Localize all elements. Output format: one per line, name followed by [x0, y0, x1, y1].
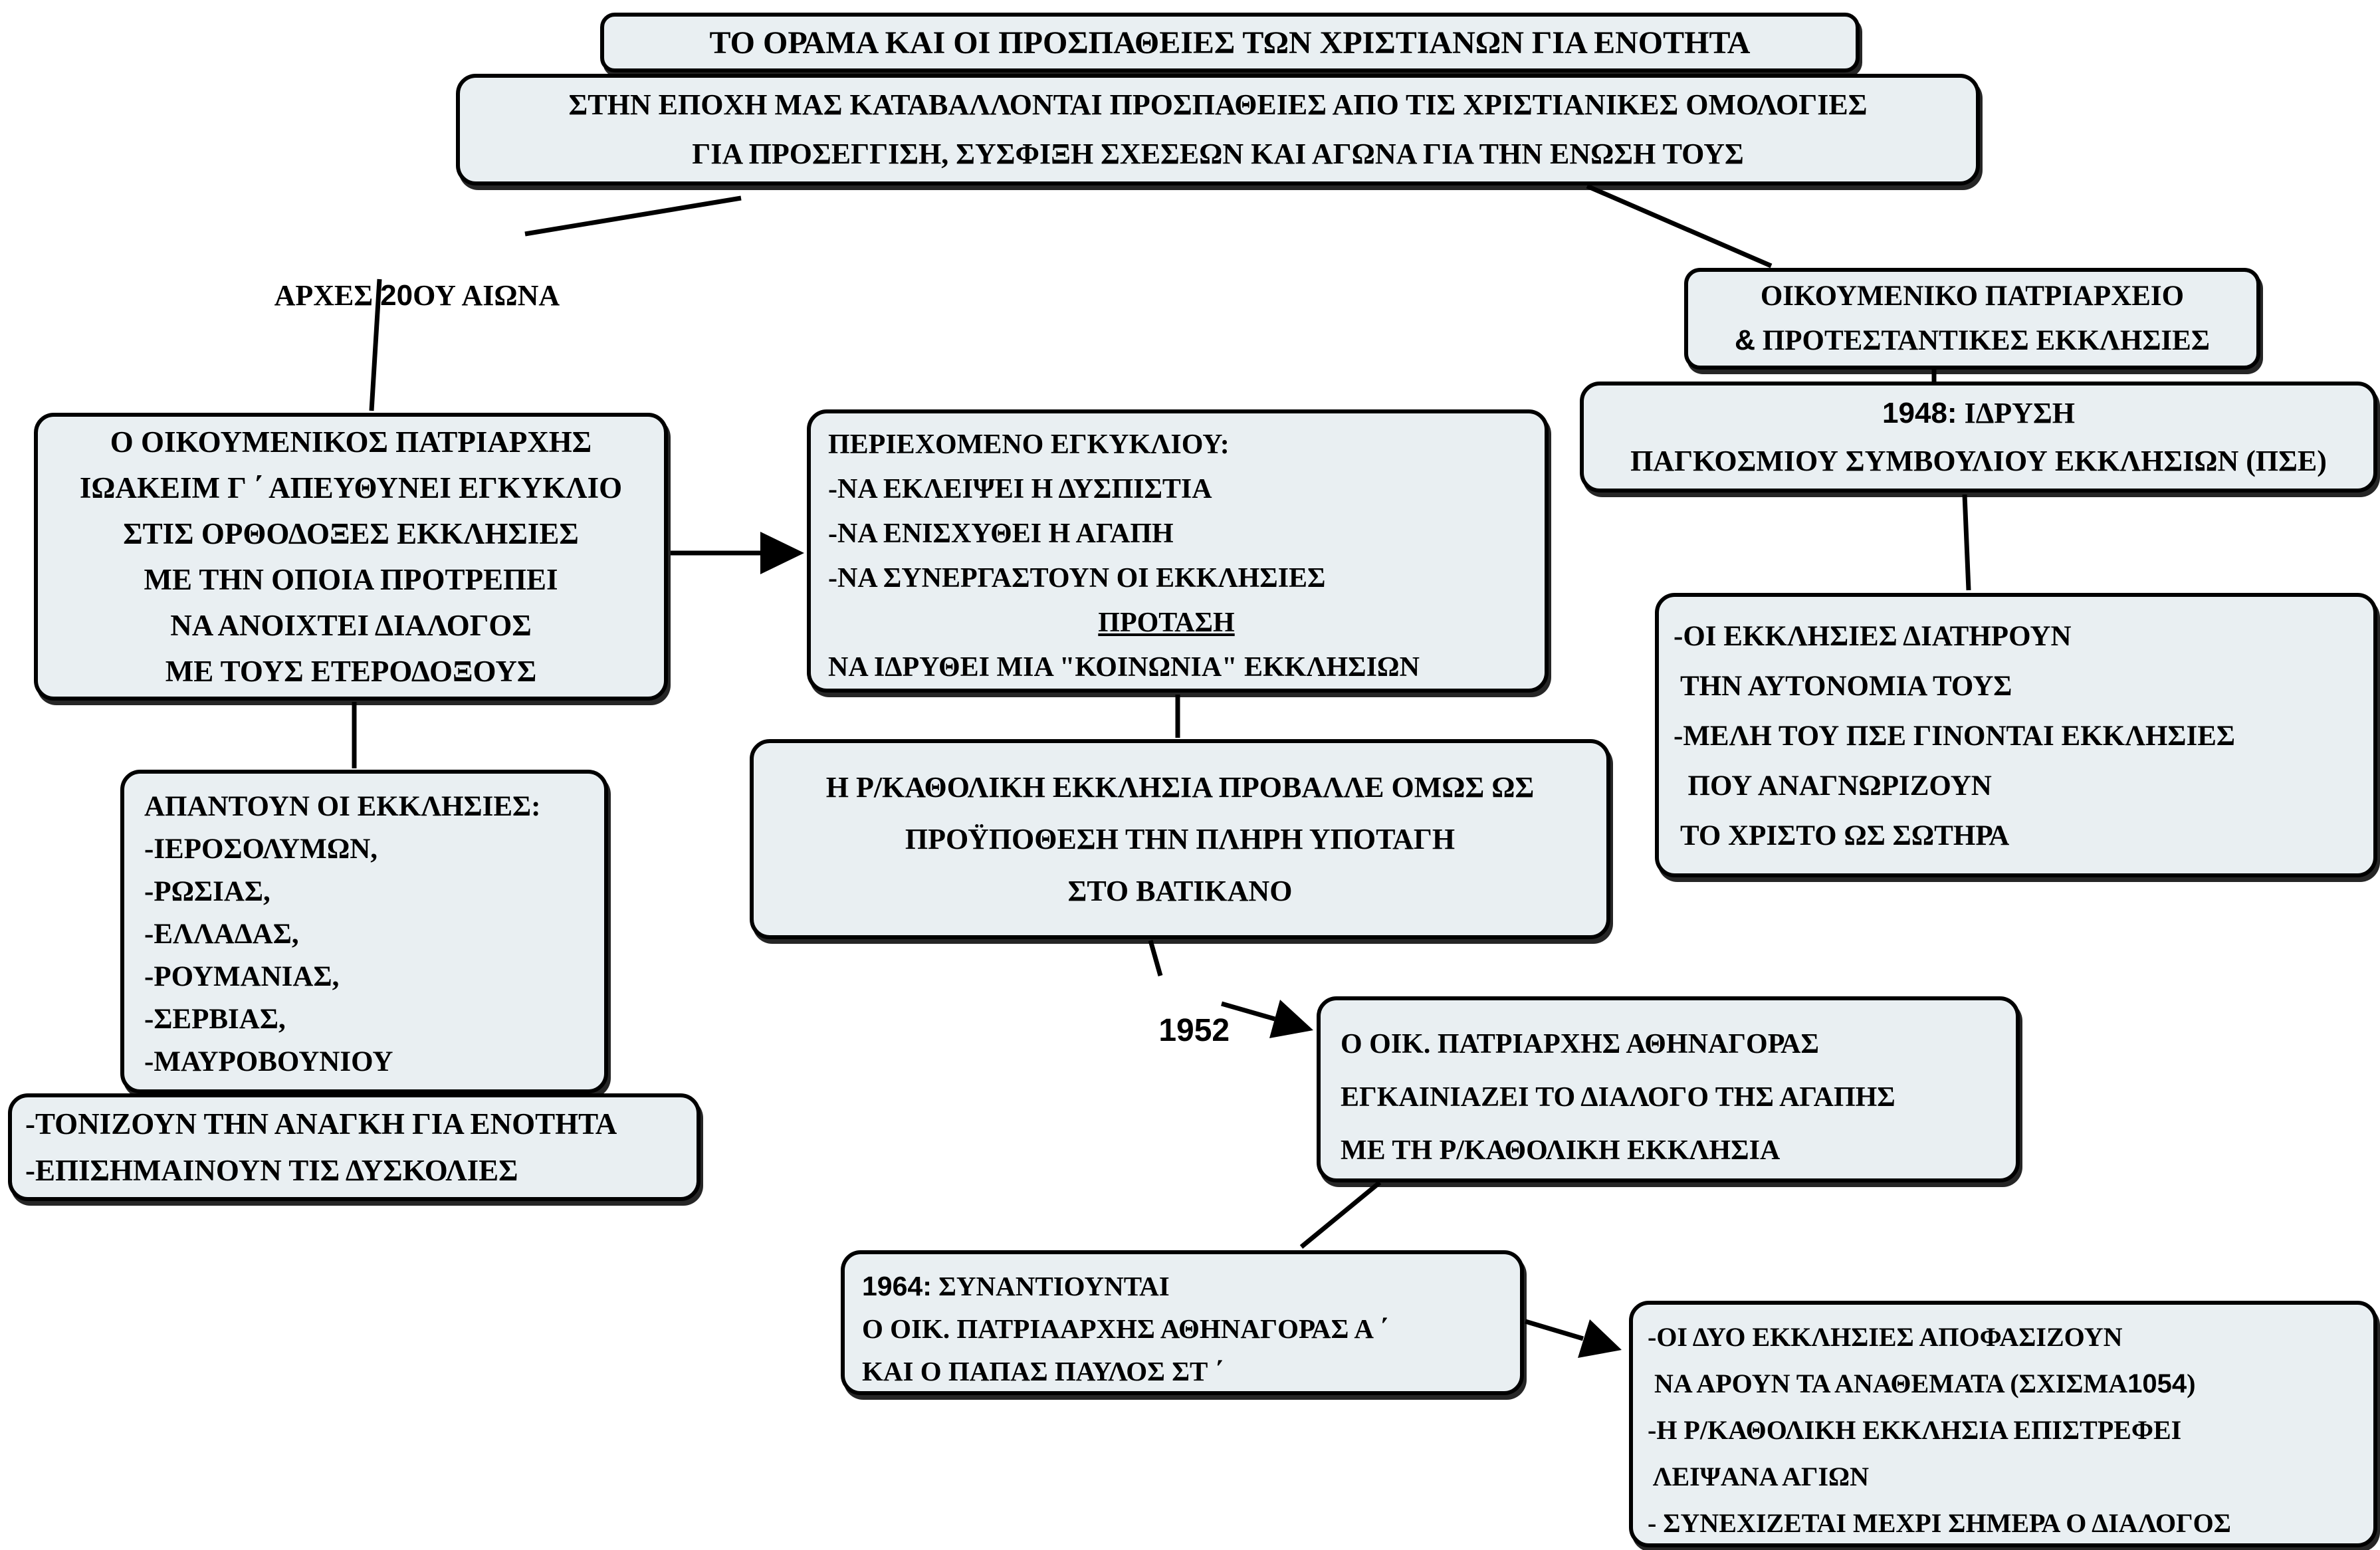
joachim-line1: Ο ΟΙΚΟΥΜΕΝΙΚΟΣ ΠΑΤΡΙΑΡΧΗΣ: [110, 425, 592, 459]
connector-vatican-to-1952: [1150, 941, 1160, 976]
arrowhead-joachim-to-encyclical: [760, 532, 804, 574]
outcome-line1: -ΟΙ ΔΥΟ ΕΚΚΛΗΣΙΕΣ ΑΠΟΦΑΣΙΖΟΥΝ: [1648, 1322, 2123, 1352]
encyclical-proposal-text: ΝΑ ΙΔΡΥΘΕΙ ΜΙΑ "ΚΟΙΝΩΝΙΑ" ΕΚΚΛΗΣΙΩΝ: [828, 652, 1420, 683]
churches-reply-item4: -ΡΟΥΜΑΝΙΑΣ,: [144, 961, 340, 992]
wcc-line1: [1584, 389, 2373, 437]
connector-1964-to-outcome: [1525, 1321, 1583, 1339]
title-box: [600, 13, 1860, 72]
joachim-line4: ΜΕ ΤΗΝ ΟΠΟΙΑ ΠΡΟΤΡΕΠΕΙ: [144, 562, 558, 596]
churches-reply-heading: ΑΠΑΝΤΟΥΝ ΟΙ ΕΚΚΛΗΣΙΕΣ:: [144, 791, 541, 822]
outcome-line2: [1648, 1361, 2373, 1407]
reply-points-line1: -ΤΟΝΙΖΟΥΝ ΤΗΝ ΑΝΑΓΚΗ ΓΙΑ ΕΝΟΤΗΤΑ: [25, 1107, 617, 1141]
outcome-line4: ΛΕΙΨΑΝΑ ΑΓΙΩΝ: [1648, 1462, 1869, 1492]
encyclical-heading: ΠΕΡΙΕΧΟΜΕΝΟ ΕΓΚΥΚΛΙΟΥ:: [828, 429, 1230, 460]
intro-box: [456, 74, 1980, 185]
joachim-box: [34, 413, 668, 701]
encyclical-item2: -ΝΑ ΕΝΙΣΧΥΘΕΙ Η ΑΓΑΠΗ: [828, 518, 1174, 549]
vatican-line3: ΣΤΟ ΒΑΤΙΚΑΝΟ: [1067, 874, 1293, 907]
meeting-1964-line3: ΚΑΙ Ο ΠΑΠΑΣ ΠΑΥΛΟΣ ΣΤ ΄: [862, 1356, 1224, 1386]
arrowhead-1964-to-outcome: [1578, 1319, 1622, 1358]
athenagoras-line3: ΜΕ ΤΗ Ρ/ΚΑΘΟΛΙΚΗ ΕΚΚΛΗΣΙΑ: [1341, 1135, 1781, 1166]
encyclical-item3: -ΝΑ ΣΥΝΕΡΓΑΣΤΟΥΝ ΟΙ ΕΚΚΛΗΣΙΕΣ: [828, 563, 1326, 594]
encyclical-box: [807, 409, 1549, 693]
vatican-line1: Η Ρ/ΚΑΘΟΛΙΚΗ ΕΚΚΛΗΣΙΑ ΠΡΟΒΑΛΛΕ ΟΜΩΣ ΩΣ: [825, 770, 1535, 804]
encyclical-item1: -ΝΑ ΕΚΛΕΙΨΕΙ Η ΔΥΣΠΙΣΤΙΑ: [828, 474, 1212, 504]
intro-line1: ΣΤΗΝ ΕΠΟΧΗ ΜΑΣ ΚΑΤΑΒΑΛΛΟΝΤΑΙ ΠΡΟΣΠΑΘΕΙΕΣ ΑΠΟ ΤΙΣ ΧΡΙΣΤΙΑΝΙΚΕΣ ΟΜΟΛΟΓΙΕΣ: [568, 88, 1868, 121]
outcome-box: [1629, 1301, 2377, 1547]
outcome-line2-post: ): [2187, 1369, 2196, 1398]
patriarchate-line1: ΟΙΚΟΥΜΕΝΙΚΟ ΠΑΤΡΙΑΡΧΕΙΟ: [1760, 280, 2185, 312]
intro-line2: ΓΙΑ ΠΡΟΣΕΓΓΙΣΗ, ΣΥΣΦΙΞΗ ΣΧΕΣΕΩΝ ΚΑΙ ΑΓΩΝΑ ΓΙΑ ΤΗΝ ΕΝΩΣΗ ΤΟΥΣ: [692, 138, 1744, 170]
churches-reply-item1: -ΙΕΡΟΣΟΛΥΜΩΝ,: [144, 833, 378, 865]
athenagoras-line1: Ο ΟΙΚ. ΠΑΤΡΙΑΡΧΗΣ ΑΘΗΝΑΓΟΡΑΣ: [1341, 1029, 1819, 1059]
outcome-line2-number: 1054: [2127, 1369, 2187, 1398]
churches-reply-box: [120, 770, 608, 1093]
meeting-1964-year: 1964:: [862, 1271, 932, 1301]
reply-points-line2: -ΕΠΙΣΗΜΑΙΝΟΥΝ ΤΙΣ ΔΥΣΚΟΛΙΕΣ: [25, 1154, 518, 1187]
wcc-terms-line2: ΤΗΝ ΑΥΤΟΝΟΜΙΑ ΤΟΥΣ: [1674, 671, 2012, 702]
wcc-terms-box: [1655, 593, 2377, 877]
connector-wcc-to-terms: [1965, 495, 1969, 590]
era-label-suffix: ΟΥ ΑΙΩΝΑ: [413, 279, 560, 312]
era-label-prefix: ΑΡΧΕΣ: [274, 279, 381, 312]
athenagoras-box: [1317, 996, 2020, 1182]
year-1952-text: 1952: [1158, 1013, 1230, 1048]
joachim-line2: ΙΩΑΚΕΙΜ Γ ΄ ΑΠΕΥΘΥΝΕΙ ΕΓΚΥΚΛΙΟ: [79, 471, 623, 504]
connector-intro-to-patriarchate: [1587, 186, 1771, 266]
churches-reply-item6: -ΜΑΥΡΟΒΟΥΝΙΟΥ: [144, 1046, 393, 1077]
wcc-line1-rest: ΙΔΡΥΣΗ: [1957, 396, 2075, 429]
wcc-year: 1948:: [1882, 396, 1957, 429]
meeting-1964-line1-rest: ΣΥΝΑΝΤΙΟΥΝΤΑΙ: [931, 1271, 1170, 1301]
wcc-terms-line3: -ΜΕΛΗ ΤΟΥ ΠΣΕ ΓΙΝΟΝΤΑΙ ΕΚΚΛΗΣΙΕΣ: [1674, 720, 2236, 752]
outcome-line2-pre: ΝΑ ΑΡΟΥΝ ΤΑ ΑΝΑΘΕΜΑΤΑ (ΣΧΙΣΜΑ: [1648, 1369, 2128, 1398]
churches-reply-item3: -ΕΛΛΑΔΑΣ,: [144, 919, 299, 950]
era-label-number: 20: [380, 279, 413, 312]
churches-reply-item5: -ΣΕΡΒΙΑΣ,: [144, 1004, 286, 1035]
title-text: ΤΟ ΟΡΑΜΑ ΚΑΙ ΟΙ ΠΡΟΣΠΑΘΕΙΕΣ ΤΩΝ ΧΡΙΣΤΙΑΝΩΝ ΓΙΑ ΕΝΟΤΗΤΑ: [709, 25, 1751, 60]
vatican-line2: ΠΡΟΫΠΟΘΕΣΗ ΤΗΝ ΠΛΗΡΗ ΥΠΟΤΑΓΗ: [905, 822, 1456, 855]
outcome-line3: -Η Ρ/ΚΑΘΟΛΙΚΗ ΕΚΚΛΗΣΙΑ ΕΠΙΣΤΡΕΦΕΙ: [1648, 1415, 2182, 1445]
reply-points-box: [8, 1093, 701, 1201]
wcc-line2: ΠΑΓΚΟΣΜΙΟΥ ΣΥΜΒΟΥΛΙΟΥ ΕΚΚΛΗΣΙΩΝ (ΠΣΕ): [1630, 444, 2327, 477]
joachim-line5: ΝΑ ΑΝΟΙΧΤΕΙ ΔΙΑΛΟΓΟΣ: [170, 608, 532, 642]
patriarchate-box: [1684, 268, 2260, 370]
arrowhead-1952-to-athenagoras: [1269, 1000, 1313, 1038]
joachim-line3: ΣΤΙΣ ΟΡΘΟΔΟΞΕΣ ΕΚΚΛΗΣΙΕΣ: [123, 516, 579, 550]
patriarchate-line2: [1688, 318, 2256, 363]
joachim-line6: ΜΕ ΤΟΥΣ ΕΤΕΡΟΔΟΞΟΥΣ: [165, 654, 537, 688]
meeting-1964-box: [841, 1250, 1524, 1395]
meeting-1964-line2: Ο ΟΙΚ. ΠΑΤΡΙΑΑΡΧΗΣ ΑΘΗΝΑΓΟΡΑΣ Α ΄: [862, 1313, 1388, 1344]
outcome-line5: - ΣΥΝΕΧΙΖΕΤΑΙ ΜΕΧΡΙ ΣΗΜΕΡΑ Ο ΔΙΑΛΟΓΟΣ: [1648, 1508, 2231, 1538]
connector-athenagoras-to-1964: [1301, 1182, 1380, 1247]
wcc-box: [1580, 382, 2377, 493]
vatican-box: [750, 739, 1610, 939]
connector-intro-to-era: [525, 198, 741, 234]
wcc-terms-line5: ΤΟ ΧΡΙΣΤΟ ΩΣ ΣΩΤΗΡΑ: [1674, 820, 2010, 851]
athenagoras-line2: ΕΓΚΑΙΝΙΑΖΕΙ ΤΟ ΔΙΑΛΟΓΟ ΤΗΣ ΑΓΑΠΗΣ: [1341, 1082, 1895, 1113]
wcc-terms-line4: ΠΟΥ ΑΝΑΓΝΩΡΙΖΟΥΝ: [1674, 770, 1992, 802]
meeting-1964-line1: [862, 1265, 1520, 1307]
encyclical-proposal-label: ΠΡΟΤΑΣΗ: [1098, 608, 1235, 638]
patriarchate-ampersand: &: [1735, 324, 1756, 356]
patriarchate-line2-rest: ΠΡΟΤΕΣΤΑΝΤΙΚΕΣ ΕΚΚΛΗΣΙΕΣ: [1755, 325, 2210, 356]
year-1952-label: [1123, 976, 1230, 1085]
wcc-terms-line1: -ΟΙ ΕΚΚΛΗΣΙΕΣ ΔΙΑΤΗΡΟΥΝ: [1674, 621, 2072, 652]
era-label: [247, 245, 560, 346]
churches-reply-item2: -ΡΩΣΙΑΣ,: [144, 876, 270, 907]
